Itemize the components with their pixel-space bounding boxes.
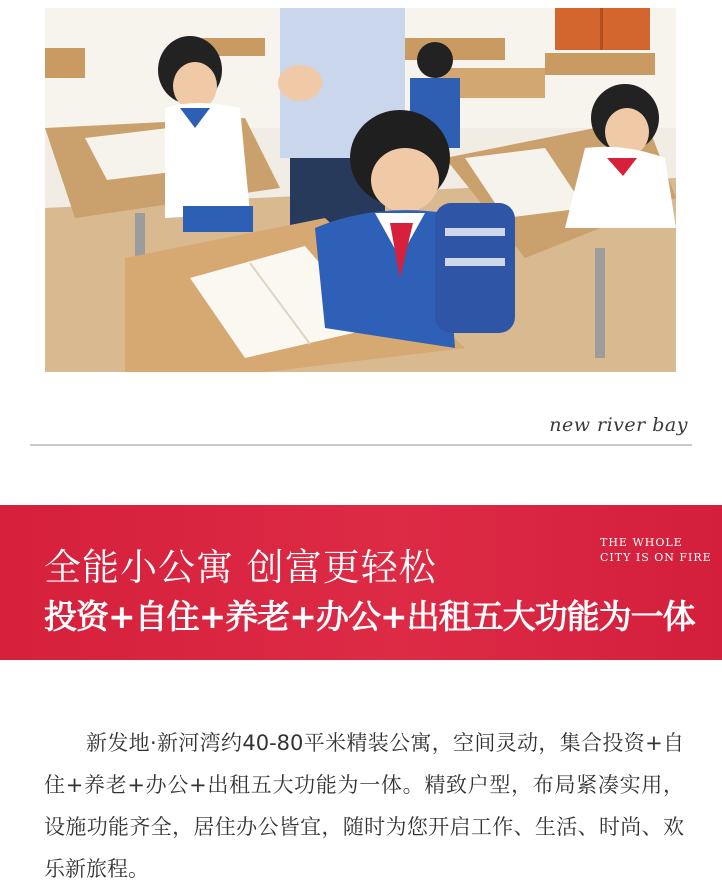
promo-banner [0, 505, 722, 660]
classroom-photo [45, 8, 676, 372]
banner-english-line2: CITY IS ON FIRE [600, 551, 712, 564]
banner-english-line1: THE WHOLE [600, 536, 683, 549]
banner-headline: 全能小公寓 创富更轻松 [44, 546, 437, 589]
banner-subline: 投资+自住+养老+办公+出租五大功能为一体 [44, 597, 695, 636]
description-paragraph: 新发地·新河湾约40-80平米精装公寓，空间灵动，集合投资+自住+养老+办公+出租五大功能为一体。精致户型，布局紧凑实用，设施功能齐全，居住办公皆宜，随时为您开启工作、生活、时尚、欢乐新旅程。 [44, 731, 684, 881]
divider-line [30, 444, 692, 446]
banner-english-tagline [600, 535, 712, 565]
brand-signature: new river bay [549, 414, 688, 436]
